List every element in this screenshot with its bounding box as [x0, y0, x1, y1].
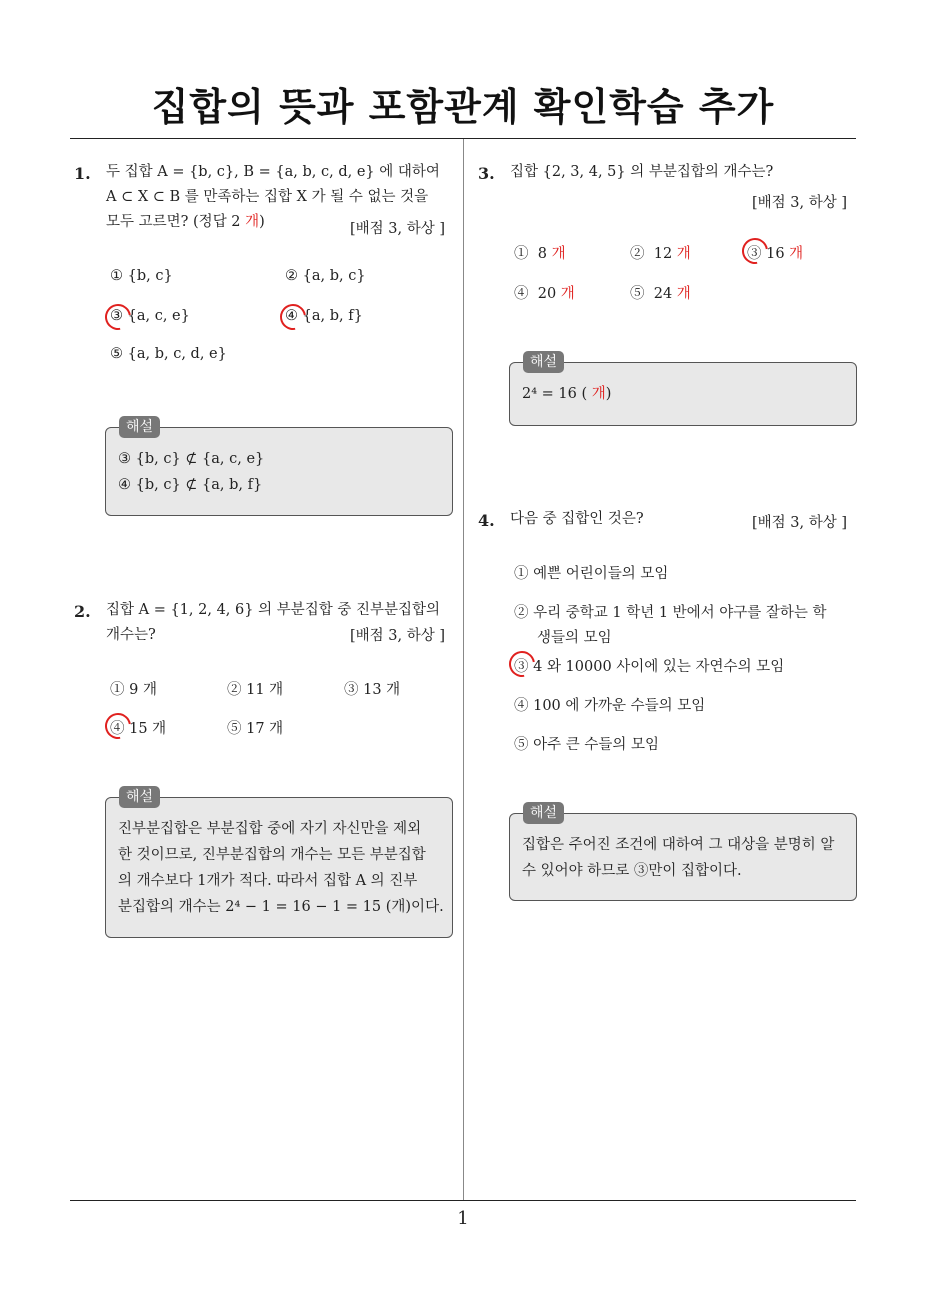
score-label: [배점 3, 하상 ] — [752, 195, 848, 211]
option-4[interactable]: ④ 100 에 가까운 수들의 모임 — [514, 698, 706, 714]
footer-divider — [70, 1200, 856, 1201]
option-3[interactable]: ③ 4 와 10000 사이에 있는 자연수의 모임 — [514, 659, 785, 675]
explanation-text — [118, 816, 444, 920]
question-line: 두 집합 A = {b, c}, B = {a, b, c, d, e} 에 대하여 — [106, 164, 440, 180]
explanation-line: 수 있어야 하므로 ③만이 집합이다. — [522, 863, 742, 879]
explanation-line: ③ {b, c} ⊄ {a, c, e} — [118, 451, 265, 467]
score-label: [배점 3, 하상 ] — [350, 221, 446, 237]
option-5[interactable]: ⑤ {a, b, c, d, e} — [110, 346, 227, 362]
explanation-text: 2⁴ = 16 ( 개) — [522, 386, 612, 402]
option-3[interactable]: ③ {a, c, e} — [110, 308, 190, 324]
answer-circle-mark — [100, 708, 136, 744]
option-3[interactable]: ③ 16 개 — [747, 246, 804, 262]
score-label: [배점 3, 하상 ] — [350, 628, 446, 644]
explanation-tag: 해설 — [119, 786, 160, 808]
column-divider — [463, 139, 464, 1201]
option-2[interactable]: ② 11 개 — [227, 682, 284, 698]
question-line: 집합 A = {1, 2, 4, 6} 의 부분집합 중 진부분집합의 — [106, 602, 440, 618]
option-2[interactable]: ② 우리 중학교 1 학년 1 반에서 야구를 잘하는 학 — [514, 605, 827, 621]
option-2-continued: 생들의 모임 — [537, 630, 612, 646]
option-2[interactable]: ② {a, b, c} — [285, 268, 366, 284]
option-5[interactable]: ⑤ 24 개 — [630, 286, 691, 302]
explanation-tag: 해설 — [523, 351, 564, 373]
page-number: 1 — [457, 1208, 469, 1229]
explanation-line: 집합은 주어진 조건에 대하여 그 대상을 분명히 알 — [522, 837, 835, 853]
question-line: 모두 고르면? (정답 2 개) — [106, 214, 265, 230]
option-1[interactable]: ① 8 개 — [514, 246, 566, 262]
explanation-line: 의 개수보다 1개가 적다. 따라서 집합 A 의 진부 — [118, 873, 418, 889]
answer-circle-mark — [100, 299, 136, 335]
option-5[interactable]: ⑤ 아주 큰 수들의 모임 — [514, 737, 659, 753]
option-1[interactable]: ① 9 개 — [110, 682, 157, 698]
score-label: [배점 3, 하상 ] — [752, 515, 848, 531]
explanation-text — [118, 446, 264, 498]
question-number: 4. — [478, 511, 495, 530]
option-4[interactable]: ④ 20 개 — [514, 286, 575, 302]
question-line: 개수는? — [106, 627, 156, 643]
question-line: A ⊂ X ⊂ B 를 만족하는 집합 X 가 될 수 없는 것을 — [106, 189, 429, 205]
explanation-tag: 해설 — [523, 802, 564, 824]
question-text: 집합 {2, 3, 4, 5} 의 부분집합의 개수는? — [510, 164, 774, 180]
page-title: 집합의 뜻과 포함관계 확인학습 추가 — [151, 85, 775, 129]
option-2[interactable]: ② 12 개 — [630, 246, 691, 262]
explanation-text — [522, 832, 834, 884]
option-3[interactable]: ③ 13 개 — [344, 682, 401, 698]
explanation-line: 분집합의 개수는 2⁴ − 1 = 16 − 1 = 15 (개)이다. — [118, 899, 444, 915]
question-number: 3. — [478, 164, 495, 183]
option-4[interactable]: ④ 15 개 — [110, 721, 167, 737]
option-5[interactable]: ⑤ 17 개 — [227, 721, 284, 737]
answer-circle-mark — [504, 646, 540, 682]
question-number: 1. — [74, 164, 91, 183]
option-1[interactable]: ① {b, c} — [110, 268, 173, 284]
explanation-line: ④ {b, c} ⊄ {a, b, f} — [118, 477, 263, 493]
answer-circle-mark — [275, 299, 311, 335]
option-4[interactable]: ④ {a, b, f} — [285, 308, 363, 324]
option-1[interactable]: ① 예쁜 어린이들의 모임 — [514, 566, 669, 582]
explanation-line: 한 것이므로, 진부분집합의 개수는 모든 부분집합 — [118, 847, 426, 863]
question-text: 다음 중 집합인 것은? — [510, 511, 644, 527]
explanation-tag: 해설 — [119, 416, 160, 438]
question-number: 2. — [74, 602, 91, 621]
answer-circle-mark — [737, 233, 773, 269]
explanation-line: 진부분집합은 부분집합 중에 자기 자신만을 제외 — [118, 821, 422, 837]
